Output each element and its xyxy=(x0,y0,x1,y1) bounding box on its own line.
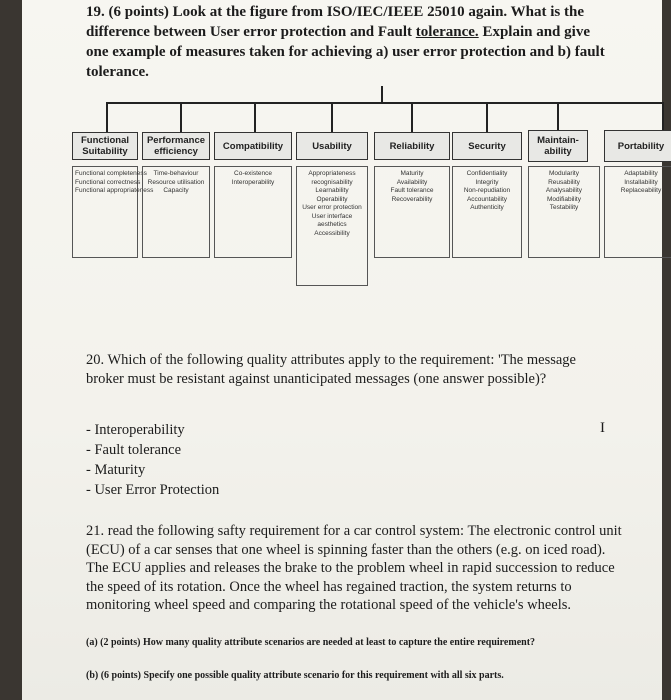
sub-list-functional-suitability xyxy=(72,166,154,258)
category-maintainability xyxy=(528,130,588,162)
diagram-drop xyxy=(557,102,559,132)
sub-item: Functional appropriateness xyxy=(75,187,154,194)
sub-item: Adaptability xyxy=(624,170,658,177)
question-19-text-b: Explain and give one example of measures taken for achieving a) user error protection and b) fault tolerance. xyxy=(86,24,605,80)
sub-item: Recoverability xyxy=(391,195,433,203)
category-portability xyxy=(604,130,671,162)
sub-list-portability xyxy=(604,166,671,258)
question-20: 20. Which of the following quality attributes apply to the requirement: 'The message broker must be resistant against unanticipated messages (one answer possible)? xyxy=(86,352,576,387)
option-maturity: - Maturity xyxy=(86,462,146,478)
sub-item: Functional correctness xyxy=(75,178,141,186)
category-usability xyxy=(296,132,368,160)
sub-item: Accessibility xyxy=(314,229,350,237)
sub-item: Availability xyxy=(396,178,428,186)
sub-item: Learnability xyxy=(315,187,349,194)
category-compatibility xyxy=(214,132,292,160)
category-label: Usability xyxy=(312,140,352,152)
question-21-part-a: (a) (2 points) How many quality attribute scenarios are needed at least to capture the entire requirement? xyxy=(86,637,536,648)
sub-item: Functional completeness xyxy=(75,170,147,177)
question-21-part-b: (b) (6 points) Specify one possible quality attribute scenario for this requirement with all six parts. xyxy=(86,670,504,681)
sub-list-compatibility xyxy=(214,166,292,258)
sub-item: Reusability xyxy=(548,178,580,186)
sub-item: Authenticity xyxy=(470,204,504,211)
diagram-drop xyxy=(486,102,488,132)
sub-list-usability xyxy=(296,166,368,286)
sub-list-security xyxy=(452,166,522,258)
question-20-options xyxy=(86,420,219,500)
diagram-drop xyxy=(662,102,664,132)
sub-item: User interface aesthetics xyxy=(311,212,353,228)
category-performance-efficiency xyxy=(142,132,210,160)
sub-item: Replaceability xyxy=(620,187,662,194)
option-fault-tolerance: - Fault tolerance xyxy=(86,442,182,458)
sub-item: Accountability xyxy=(466,195,508,203)
category-label: Performance efficiency xyxy=(146,135,206,157)
sub-list-performance-efficiency xyxy=(142,166,210,258)
sub-item: Resource utilisation xyxy=(147,178,205,186)
sub-item: Non-repudiation xyxy=(463,187,511,194)
sub-item: Time-behaviour xyxy=(153,170,199,177)
document-page xyxy=(22,0,665,700)
sub-list-maintainability xyxy=(528,166,600,258)
sub-item: Analysability xyxy=(545,187,583,194)
diagram-drop xyxy=(411,102,413,132)
sub-item: Fault tolerance xyxy=(390,187,434,194)
sub-item: Modifiability xyxy=(547,195,581,203)
sub-item: Testability xyxy=(549,204,579,211)
sub-item: Capacity xyxy=(163,187,189,194)
category-label: Portability xyxy=(617,140,665,152)
sub-item: Maturity xyxy=(400,170,424,177)
quality-model-diagram xyxy=(54,86,671,296)
category-security xyxy=(452,132,522,160)
question-19-underlined: tolerance. xyxy=(415,24,479,40)
question-19 xyxy=(86,2,606,82)
text-cursor-icon: I xyxy=(600,420,605,436)
category-label: Maintain-ability xyxy=(537,135,579,157)
diagram-connector xyxy=(106,102,664,104)
sub-item: Interoperability xyxy=(231,178,275,186)
sub-item: Modularity xyxy=(549,170,579,177)
sub-item: Co-existence xyxy=(234,170,272,177)
sub-item: Confidentiality xyxy=(466,170,508,177)
diagram-drop xyxy=(106,102,108,132)
sub-item: Installability xyxy=(624,178,658,186)
category-reliability xyxy=(374,132,450,160)
category-label: Functional Suitability xyxy=(80,135,130,157)
sub-list-reliability xyxy=(374,166,450,258)
category-functional-suitability xyxy=(72,132,138,160)
category-label: Security xyxy=(468,140,506,152)
diagram-drop xyxy=(331,102,333,132)
diagram-drop xyxy=(254,102,256,132)
diagram-drop xyxy=(180,102,182,132)
sub-item: Appropriateness recognisability xyxy=(308,170,356,186)
sub-item: Integrity xyxy=(475,178,499,186)
option-interoperability: - Interoperability xyxy=(86,422,185,438)
category-label: Reliability xyxy=(389,140,435,152)
diagram-root-stem xyxy=(381,86,383,102)
sub-item: User error protection xyxy=(302,204,362,211)
category-label: Compatibility xyxy=(222,140,284,152)
question-21: 21. read the following safty requirement for a car control system: The electronic control unit (ECU) of a car senses that one wheel is spinning faster than the others (e.g. on iced road). The ECU applies and releases the brake to the problem wheel in rapid succession to reduce the speed of its rotation. Once the wheel has regained traction, the system returns to monitoring wheel speed and comparing the rotational speed of the vehicle's wheels. xyxy=(86,523,622,613)
question-19-text-a: 19. (6 points) Look at the figure from ISO/IEC/IEEE 25010 again. What is the difference between User error protection and Fault xyxy=(86,4,584,40)
sub-item: Operability xyxy=(316,195,348,203)
option-user-error-protection: - User Error Protection xyxy=(86,482,220,498)
